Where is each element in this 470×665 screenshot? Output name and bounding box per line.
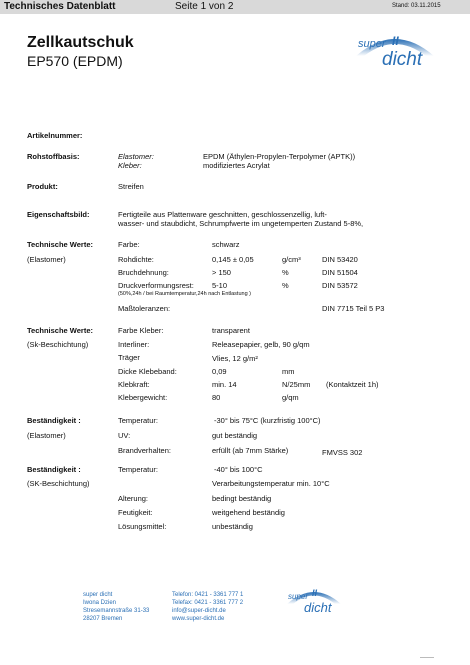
row-key: Druckverformungsrest: (118, 281, 194, 290)
footer-website[interactable]: www.super-dicht.de (172, 616, 225, 622)
row-key: Klebkraft: (118, 380, 150, 389)
footer-address (83, 591, 149, 623)
row-note: (50%,24h / bei Raumtemperatur,24h nach Entlastung ) (118, 291, 251, 297)
row-value: min. 14 (212, 380, 237, 389)
row-key: Träger (118, 353, 140, 362)
row-value: -30° bis 75°C (kurzfristig 100°C) (214, 416, 321, 425)
footer-contact (172, 591, 243, 623)
footer-line: super dicht (83, 592, 113, 598)
row-value: 0,145 ± 0,05 (212, 255, 254, 264)
row-extra: (Kontaktzeit 1h) (326, 380, 379, 389)
row-key: Rohdichte: (118, 255, 154, 264)
row-value: erfüllt (ab 7mm Stärke) (212, 446, 289, 455)
row-norm: DIN 53572 (322, 281, 358, 290)
row-key: Interliner: (118, 340, 150, 349)
row-key: Feutigkeit: (118, 508, 153, 517)
row-value: Releasepapier, gelb, 90 g/qm (212, 340, 310, 349)
footer-fax: Telefax: 0421 - 3361 777 2 (172, 600, 244, 606)
row-key: Bruchdehnung: (118, 268, 169, 277)
footer-line: Iwona Dzien (83, 600, 117, 606)
row-value: Verarbeitungstemperatur min. 10°C (212, 479, 330, 488)
row-value: unbeständig (212, 522, 253, 531)
row-key: Temperatur: (118, 465, 159, 474)
row-norm: FMVSS 302 (322, 448, 363, 457)
bestaendigkeit-label: Beständigkeit : (27, 416, 81, 425)
row-value: gut beständig (212, 431, 258, 440)
row-norm: DIN 7715 Teil 5 P3 (322, 304, 385, 313)
footer-logo (284, 584, 344, 622)
row-unit: N/25mm (282, 380, 311, 389)
tech-werte-sub: (Elastomer) (27, 255, 66, 264)
page-edge-mark (420, 657, 434, 658)
row-key: Maßtoleranzen: (118, 304, 171, 313)
company-logo (352, 28, 438, 78)
eigenschaftsbild-line: Fertigteile aus Plattenware geschnitten, geschlossenzellig, luft- (118, 210, 327, 219)
row-key: Farbe: (118, 240, 140, 249)
row-unit: g/cm³ (282, 255, 301, 264)
page-indicator: Seite 1 von 2 (175, 1, 234, 12)
rohstoff-value: EPDM (Äthylen-Propylen-Terpolymer (APTK)) (203, 152, 356, 161)
footer-phone: Telefon: 0421 - 3361 777 1 (172, 592, 244, 598)
row-value: Vlies, 12 g/m² (212, 354, 258, 363)
row-value: 80 (212, 393, 221, 402)
logo-dicht-text: dicht (382, 49, 423, 70)
footer-logo-dicht: dicht (304, 600, 332, 615)
tech-werte-label: Technische Werte: (27, 240, 93, 249)
footer-logo-bars: II (312, 588, 318, 598)
row-norm: DIN 53420 (322, 255, 358, 264)
logo-bars: II (392, 34, 399, 48)
footer-email[interactable]: info@super-dicht.de (172, 608, 226, 614)
row-key: Brandverhalten: (118, 446, 171, 455)
tech-werte-sk-sub: (Sk-Beschichtung) (27, 340, 89, 349)
document-title: Zellkautschuk (27, 34, 134, 51)
row-key: Farbe Kleber: (118, 326, 164, 335)
row-value: > 150 (212, 268, 231, 277)
row-key: Lösungsmittel: (118, 522, 167, 531)
row-unit: % (282, 281, 289, 290)
row-key: UV: (118, 431, 131, 440)
logo-super-text: super (358, 38, 386, 50)
row-value: weitgehend beständig (212, 508, 285, 517)
document-subtitle: EP570 (EPDM) (27, 53, 123, 69)
footer-logo-super: super (288, 592, 309, 601)
eigenschaftsbild-line: wasser- und staubdicht, Schrumpfwerte im ungetemperten Zustand 5-8%, (118, 219, 364, 228)
bestaendigkeit-sk-label: Beständigkeit : (27, 465, 81, 474)
rohstoff-value: modifiziertes Acrylat (203, 161, 270, 170)
row-norm: DIN 51504 (322, 268, 358, 277)
footer-line: Stresemannstraße 31-33 (83, 608, 150, 614)
rohstoff-key: Elastomer: (118, 152, 154, 161)
tech-werte-sk-label: Technische Werte: (27, 326, 93, 335)
bestaendigkeit-sub: (Elastomer) (27, 431, 66, 440)
bestaendigkeit-sk-sub: (SK-Beschichtung) (27, 479, 90, 488)
footer-line: 28207 Bremen (83, 616, 123, 622)
row-value: transparent (212, 326, 250, 335)
rohstoff-key: Kleber: (118, 161, 142, 170)
row-key: Dicke Klebeband: (118, 367, 177, 376)
row-unit: % (282, 268, 289, 277)
row-value: bedingt beständig (212, 494, 272, 503)
rohstoffbasis-label: Rohstoffbasis: (27, 152, 80, 161)
row-value: 5-10 (212, 281, 228, 290)
produkt-label: Produkt: (27, 182, 58, 191)
row-unit: g/qm (282, 393, 299, 402)
eigenschaftsbild-label: Eigenschaftsbild: (27, 210, 90, 219)
row-value: -40° bis 100°C (214, 465, 263, 474)
row-key: Klebergewicht: (118, 393, 168, 402)
row-value: schwarz (212, 240, 240, 249)
date-stamp: Stand: 03.11.2015 (392, 3, 441, 9)
row-key: Alterung: (118, 494, 149, 503)
header-title: Technisches Datenblatt (4, 1, 116, 12)
row-key: Temperatur: (118, 416, 159, 425)
row-unit: mm (282, 367, 295, 376)
row-value: 0,09 (212, 367, 227, 376)
produkt-value: Streifen (118, 182, 144, 191)
artikelnummer-label: Artikelnummer: (27, 131, 83, 140)
